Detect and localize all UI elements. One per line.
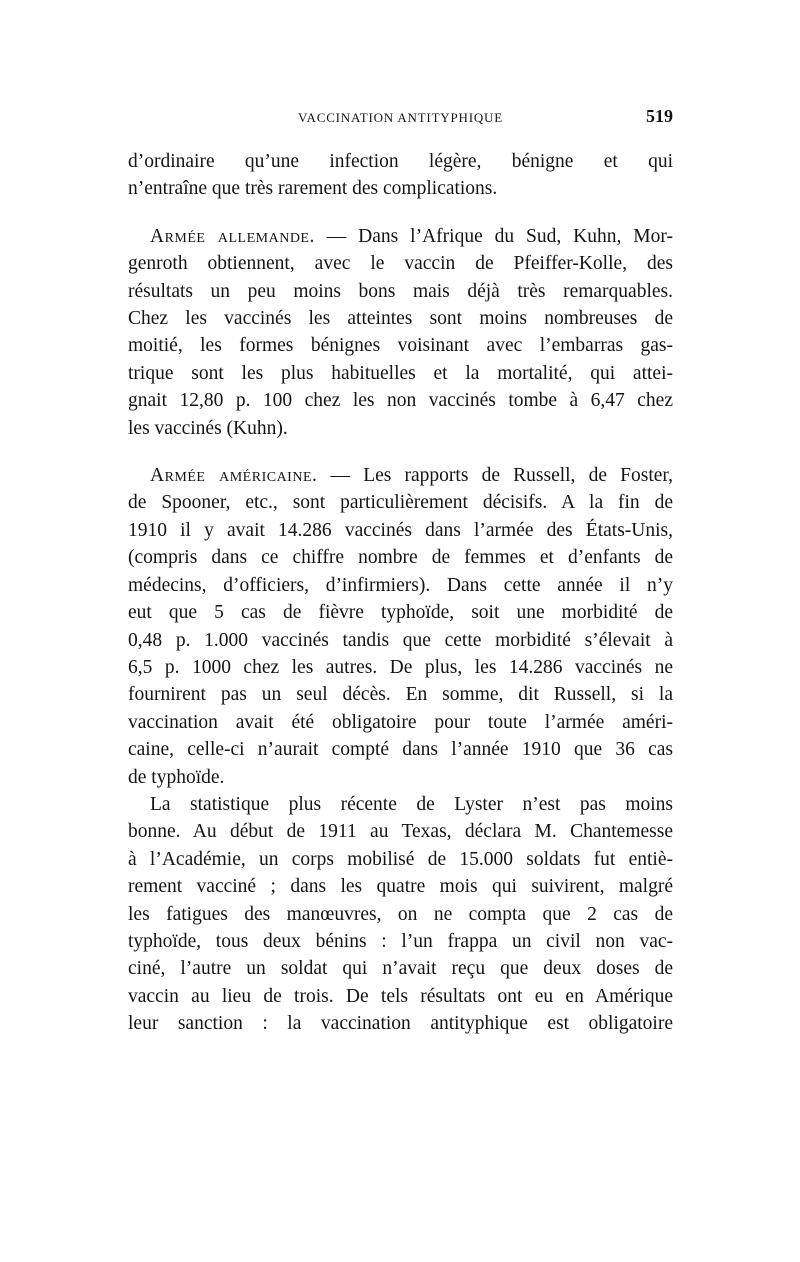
- text-line: à l’Académie, un corps mobilisé de 15.000 soldats fut entiè-: [128, 848, 673, 870]
- text-line: d’ordinaire qu’une infection légère, bénigne et qui: [128, 151, 673, 172]
- text-line: de typhoïde.: [128, 766, 225, 788]
- text-line: n’entraîne que très rarement des complications.: [128, 178, 498, 200]
- text-line: trique sont les plus habituelles et la mortalité, qui attei-: [128, 362, 673, 384]
- text-line: (compris dans ce chiffre nombre de femmes et d’enfants de: [128, 547, 673, 569]
- text-line: genroth obtiennent, avec le vaccin de Pfeiffer-Kolle, des: [128, 253, 673, 275]
- text-line: rement vacciné ; dans les quatre mois qui suivirent, malgré: [128, 876, 673, 898]
- page-number: 519: [646, 106, 673, 126]
- text-line: de Spooner, etc., sont particulièrement décisifs. A la fin de: [128, 492, 673, 514]
- paragraph-armee-americaine: [128, 462, 673, 791]
- section-heading: Armée allemande.: [150, 225, 315, 247]
- paragraph-armee-allemande: [128, 223, 673, 442]
- text-line: caine, celle-ci n’aurait compté dans l’année 1910 que 36 cas: [128, 739, 673, 761]
- text-line: 6,5 p. 1000 chez les autres. De plus, les 14.286 vaccinés ne: [128, 656, 673, 678]
- text-line: 0,48 p. 1.000 vaccinés tandis que cette morbidité s’élevait à: [128, 629, 673, 651]
- text-line: Chez les vaccinés les atteintes sont moins nombreuses de: [128, 308, 673, 330]
- text-segment: — Les rapports de Russell, de Foster,: [317, 465, 673, 487]
- text-line: ciné, l’autre un soldat qui n’avait reçu que deux doses de: [128, 958, 673, 980]
- text-line: leur sanction : la vaccination antityphique est obligatoire: [128, 1013, 673, 1035]
- text-line: les vaccinés (Kuhn).: [128, 417, 288, 439]
- text-line: [128, 223, 673, 250]
- paragraph-lyster: [128, 791, 673, 1038]
- paragraph-continuation: [128, 148, 673, 203]
- text-line: typhoïde, tous deux bénins : l’un frappa un civil non vac-: [128, 930, 673, 952]
- page-header: [128, 106, 673, 132]
- text-line: médecins, d’officiers, d’infirmiers). Dans cette année il n’y: [128, 574, 673, 596]
- text-line: 1910 il y avait 14.286 vaccinés dans l’armée des États-Unis,: [128, 519, 673, 541]
- text-line: eut que 5 cas de fièvre typhoïde, soit une morbidité de: [128, 602, 673, 624]
- body-text: [128, 148, 673, 1038]
- text-line: résultats un peu moins bons mais déjà très remarquables.: [128, 280, 673, 302]
- text-line: La statistique plus récente de Lyster n’est pas moins: [150, 793, 673, 815]
- section-heading: Armée américaine.: [150, 465, 318, 487]
- text-line: vaccination avait été obligatoire pour toute l’armée améri-: [128, 711, 673, 733]
- text-segment: — Dans l’Afrique du Sud, Kuhn, Mor-: [314, 225, 673, 247]
- text-line: les fatigues des manœuvres, on ne compta que 2 cas de: [128, 903, 673, 925]
- text-line: bonne. Au début de 1911 au Texas, déclara M. Chantemesse: [128, 821, 673, 843]
- text-line: fournirent pas un seul décès. En somme, dit Russell, si la: [128, 684, 673, 706]
- text-line: [128, 462, 673, 489]
- text-line: vaccin au lieu de trois. De tels résultats ont eu en Amérique: [128, 985, 673, 1007]
- text-line: gnait 12,80 p. 100 chez les non vaccinés tombe à 6,47 chez: [128, 390, 673, 412]
- running-head: VACCINATION ANTITYPHIQUE: [298, 110, 503, 125]
- text-line: moitié, les formes bénignes voisinant avec l’embarras gas-: [128, 335, 673, 357]
